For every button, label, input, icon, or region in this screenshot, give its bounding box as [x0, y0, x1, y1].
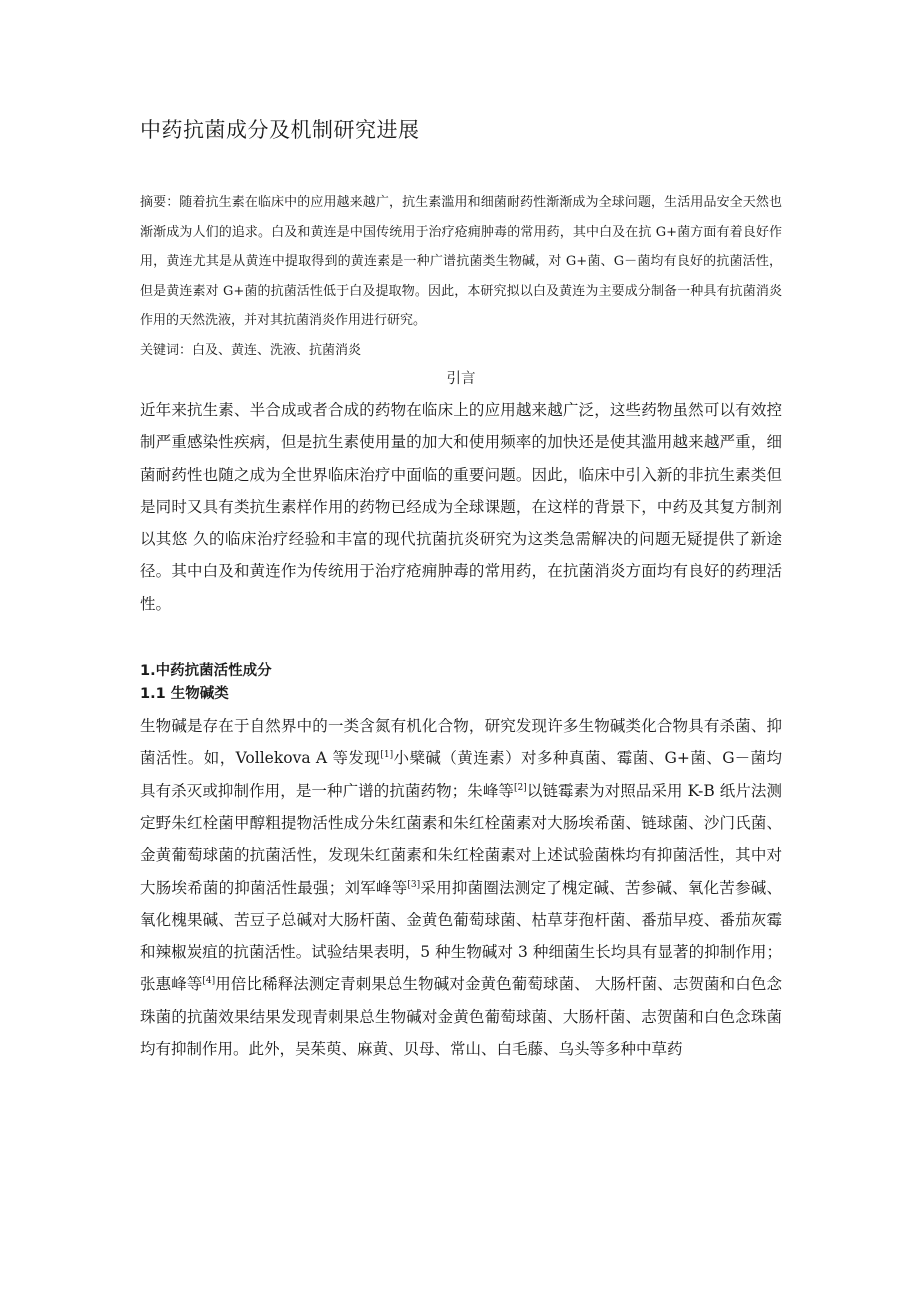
citation-3: [3] [407, 879, 421, 890]
intro-heading: 引言 [446, 371, 476, 387]
section-1-1-heading: 1.1 生物碱类 [140, 686, 229, 703]
citation-1: [1] [380, 750, 394, 761]
para-text-2: 小檗碱（黄连素）对多种真菌、霉菌、G+菌、G－菌均具有杀灭或抑制作用，是一种广谱的抗菌药物；朱峰等 [140, 749, 782, 800]
abstract: 摘要：随着抗生素在临床中的应用越来越广，抗生素滥用和细菌耐药性渐渐成为全球问题，生活用品安全天然也渐渐成为人们的追求。白及和黄连是中国传统用于治疗疮痈肿毒的常用药，其中白及在抗 G+菌方面有着良好作用，黄连尤其是从黄连中提取得到的黄连素是一种广谱抗菌类生物碱，对 G+菌、G－菌均有良好的抗菌活性，但是黄连素对 G+菌的抗菌活性低于白及提取物。因此，本研究拟以白及黄连为主要成分制备一种具有抗菌消炎作用的天然洗液，并对其抗菌消炎作用进行研究。 [140, 195, 782, 328]
para-text-1: 生物碱是存在于自然界中的一类含氮有机化合物，研究发现许多生物碱类化合物具有杀菌、抑菌活性。如，Vollekova A 等发现 [140, 717, 782, 768]
paper-title: 中药抗菌成分及机制研究进展 [140, 118, 420, 142]
section-1-1-paragraph [140, 710, 782, 1065]
intro-paragraph: 近年来抗生素、半合成或者合成的药物在临床上的应用越来越广泛，这些药物虽然可以有效控制严重感染性疾病，但是抗生素使用量的加大和使用频率的加快还是使其滥用越来越严重，细菌耐药性也随之成为全世界临床治疗中面临的重要问题。因此，临床中引入新的非抗生素类但是同时又具有类抗生素样作用的药物已经成为全球课题，在这样的背景下，中药及其复方制剂以其悠 久的临床治疗经验和丰富的现代抗菌抗炎研究为这类急需解决的问题无疑提供了新途径。其中白及和黄连作为传统用于治疗疮痈肿毒的常用药，在抗菌消炎方面均有良好的药理活性。 [140, 401, 782, 613]
para-text-3: 以链霉素为对照品采用 K-B 纸片法测定野朱红栓菌甲醇粗提物活性成分朱红菌素和朱红栓菌素对大肠埃希菌、链球菌、沙门氏菌、金黄葡萄球菌的抗菌活性，发现朱红菌素和朱红栓菌素对上述试验菌株均有抑菌活性，其中对大肠埃希菌的抑菌活性最强；刘军峰等 [140, 781, 782, 897]
keywords: 关键词：白及、黄连、洗液、抗菌消炎 [140, 342, 362, 358]
para-text-5: 用倍比稀释法测定青刺果总生物碱对金黄色葡萄球菌、 大肠杆菌、志贺菌和白色念珠菌的抗菌效果结果发现青刺果总生物碱对金黄色葡萄球菌、大肠杆菌、志贺菌和白色念珠菌均有抑制作用。此外，吴茱萸、麻黄、贝母、常山、白毛藤、乌头等多种中草药 [140, 975, 782, 1059]
citation-2: [2] [513, 782, 527, 793]
section-gap [140, 620, 782, 660]
para-text-4: 采用抑菌圈法测定了槐定碱、苦参碱、氧化苦参碱、氧化槐果碱、苦豆子总碱对大肠杆菌、金黄色葡萄球菌、枯草芽孢杆菌、番茄早疫、番茄灰霉和辣椒炭疽的抗菌活性。试验结果表明，5 种生物碱对 3 种细菌生长均具有显著的抑制作用；张惠峰等 [140, 878, 782, 994]
section-1-heading: 1.中药抗菌活性成分 [140, 663, 272, 680]
citation-4: [4] [202, 976, 216, 987]
document-page [140, 118, 782, 1065]
